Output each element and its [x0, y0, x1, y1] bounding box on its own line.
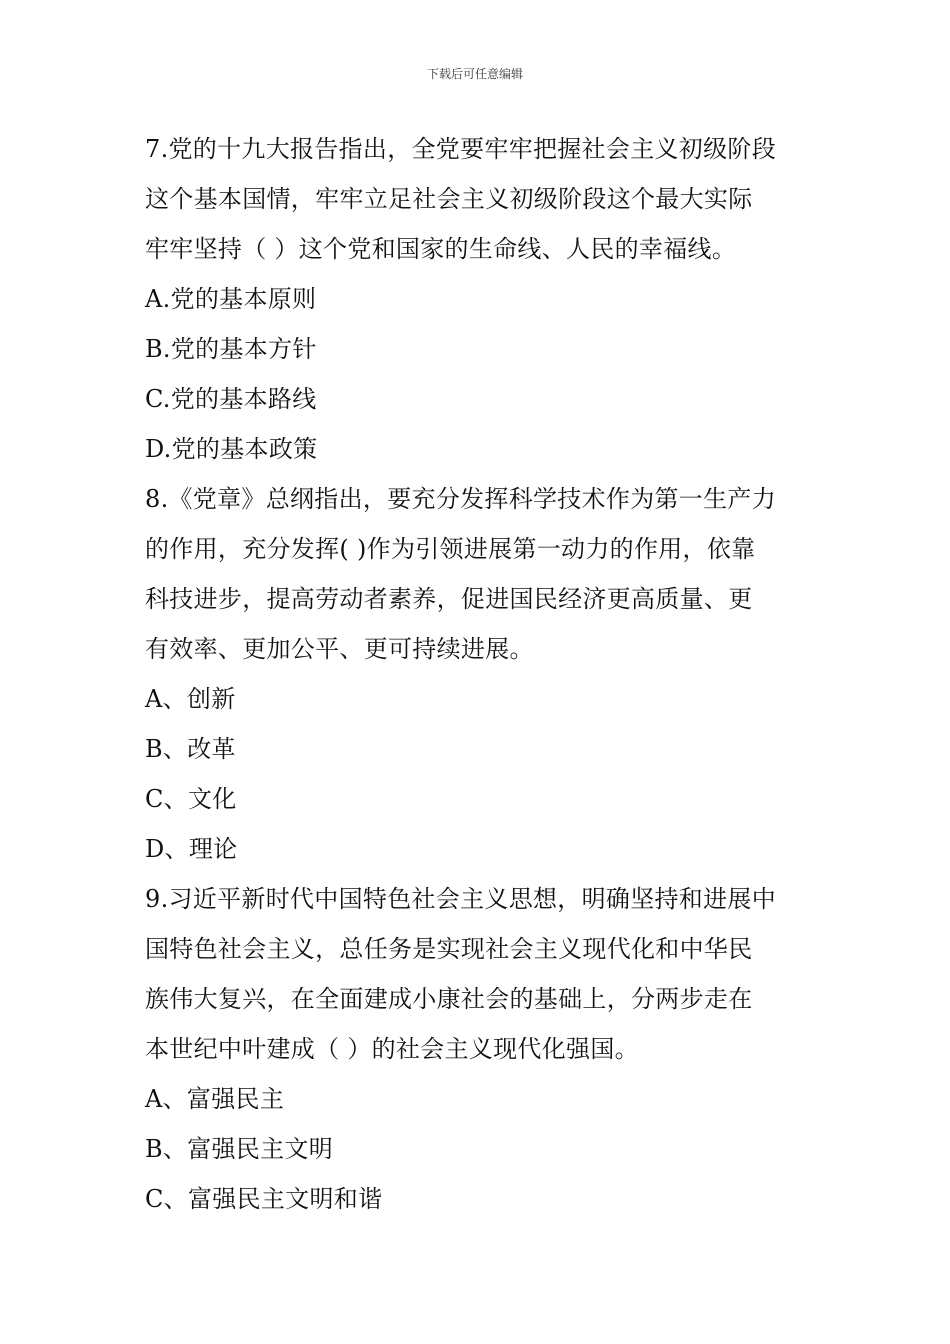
q8-line-3: 科技进步，提高劳动者素养，促进国民经济更高质量、更 [145, 585, 753, 613]
q7-line-2: 这个基本国情，牢牢立足社会主义初级阶段这个最大实际 [145, 185, 753, 213]
page-header: 下载后可任意编辑 [426, 67, 523, 81]
q7-option-a: A.党的基本原则 [145, 285, 317, 313]
q8-line-1: 8.《党章》总纲指出，要充分发挥科学技术作为第一生产力 [145, 485, 776, 513]
q8-option-b: B、改革 [145, 735, 236, 763]
q8-option-a: A、创新 [145, 685, 236, 713]
q7-option-d: D.党的基本政策 [145, 435, 318, 463]
q7-option-c: C.党的基本路线 [145, 385, 317, 413]
q9-line-3: 族伟大复兴，在全面建成小康社会的基础上，分两步走在 [145, 985, 753, 1013]
q9-line-4: 本世纪中叶建成（ ）的社会主义现代化强国。 [145, 1035, 639, 1063]
q9-line-2: 国特色社会主义，总任务是实现社会主义现代化和中华民 [145, 935, 753, 963]
q9-option-a: A、富强民主 [145, 1085, 285, 1113]
q8-option-d: D、理论 [145, 835, 238, 863]
q7-line-1: 7.党的十九大报告指出，全党要牢牢把握社会主义初级阶段 [145, 135, 776, 163]
q9-line-1: 9.习近平新时代中国特色社会主义思想，明确坚持和进展中 [145, 885, 776, 913]
q7-option-b: B.党的基本方针 [145, 335, 317, 363]
q7-line-3: 牢牢坚持（ ）这个党和国家的生命线、人民的幸福线。 [145, 235, 737, 263]
q9-option-b: B、富强民主文明 [145, 1135, 334, 1163]
document-body [145, 124, 815, 1224]
q8-line-4: 有效率、更加公平、更可持续进展。 [145, 635, 534, 663]
q9-option-c: C、富强民主文明和谐 [145, 1185, 383, 1213]
q8-option-c: C、文化 [145, 785, 237, 813]
q8-line-2: 的作用，充分发挥( )作为引领进展第一动力的作用，依靠 [145, 535, 756, 563]
